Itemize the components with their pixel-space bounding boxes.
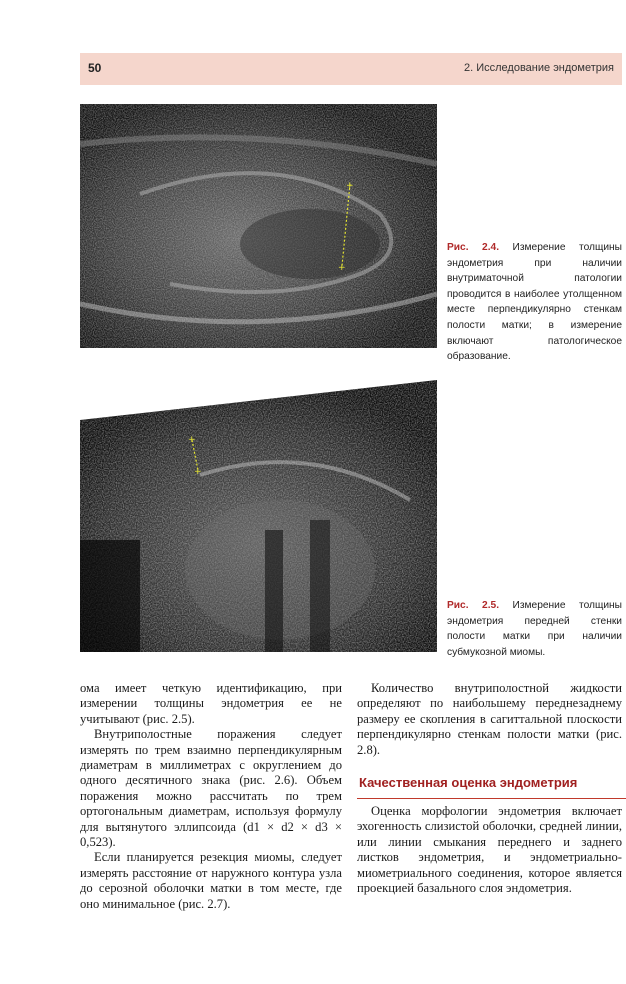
right-text-column-top — [357, 681, 622, 758]
paragraph: ома имеет четкую идентификацию, при измерении толщины эндометрия ее не учитывают (рис. 2.5). — [80, 681, 342, 726]
paragraph: Оценка морфологии эндометрия включает эхогенность слизистой оболочки, средней линии, или линии смыкания переднего и заднего листков эндометрия, и эндометриально-миометриального соединения, которое является проекцией базального слоя эндометрия. — [357, 804, 622, 896]
caption-text: Измерение толщины эндометрия при наличии внутриматочной патологии проводится в наиболее утолщенном месте перпендикулярно стенкам полости матки; в измерение включают патологическое образование. — [447, 242, 622, 363]
svg-text:+: + — [188, 435, 196, 445]
paragraph: Внутриполостные поражения следует измерять по трем взаимно перпендикулярным диаметрам в миллиметрах с округлением до одного десятичного знака (рис. 2.6). Объем поражения можно рассчитать по трем ортогональным диаметрам, используя формулу для вытянутого эллипсоида (d1 × d2 × d3 × 0,523). — [80, 727, 342, 850]
left-text-column — [80, 681, 342, 912]
figure-label: Рис. 2.5. — [447, 600, 500, 611]
section-heading — [357, 770, 626, 799]
paragraph: Количество внутриполостной жидкости определяют по наибольшему переднезаднему размеру ее скопления в сагиттальной плоскости перпендикулярно стенкам полости матки (рис. 2.8). — [357, 681, 622, 757]
ultrasound-image-fig-2-4 — [80, 104, 437, 348]
svg-text:+: + — [346, 181, 354, 191]
section-title: Качественная оценка эндометрия — [359, 775, 578, 790]
right-text-column-bottom — [357, 804, 622, 896]
svg-text:+: + — [194, 467, 202, 477]
svg-text:+: + — [338, 263, 346, 273]
page-number: 50 — [88, 61, 102, 75]
figure-caption-2-4 — [447, 240, 622, 365]
ultrasound-image-fig-2-5 — [80, 380, 437, 652]
figure-label: Рис. 2.4. — [447, 242, 500, 253]
paragraph: Если планируется резекция миомы, следует измерять расстояние от наружного контура узла до серозной оболочки матки в том месте, где оно минимальное (рис. 2.7). — [80, 850, 342, 911]
chapter-title: 2. Исследование эндометрия — [464, 62, 614, 74]
caption-text: Измерение толщины эндометрия передней стенки полости матки при наличии субмукозной миомы. — [447, 600, 622, 658]
page-header — [80, 53, 622, 85]
figure-caption-2-5 — [447, 598, 622, 660]
